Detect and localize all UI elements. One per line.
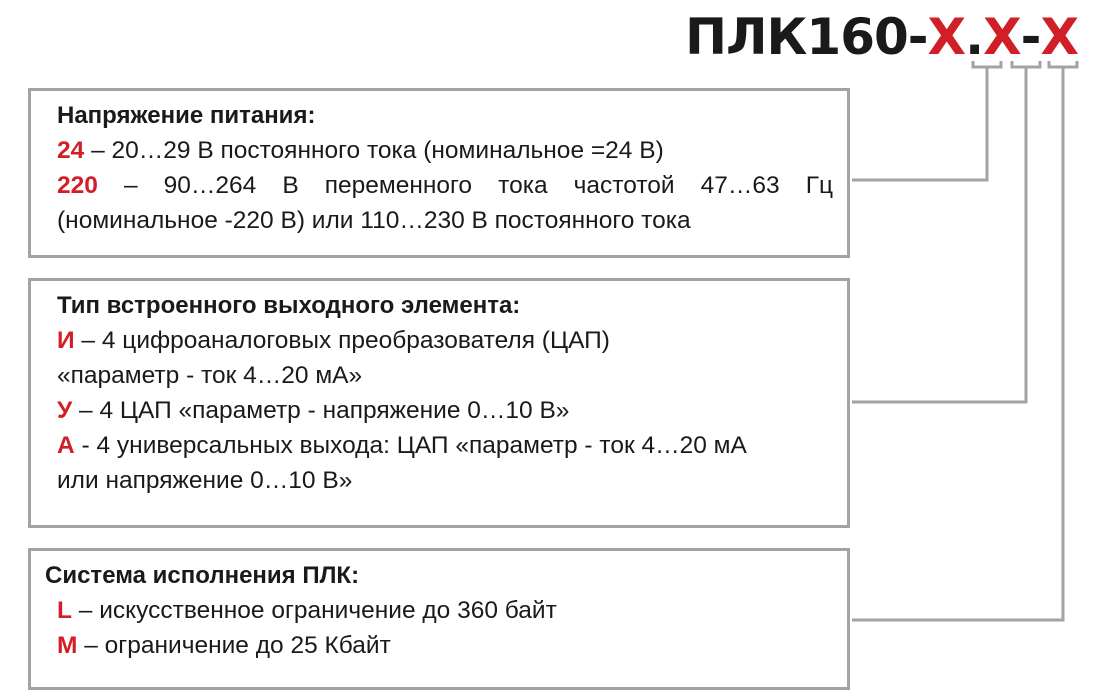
option-220-cont: (номинальное -220 В) или 110…230 В постоянного тока — [57, 207, 691, 234]
option-code: А — [57, 432, 75, 459]
model-x2: Х — [983, 8, 1021, 66]
system-version-heading: Система исполнения ПЛК: — [45, 562, 360, 589]
option-text: – 90…264 В переменного тока частотой 47…63 Гц — [97, 172, 833, 199]
model-code — [685, 8, 1078, 66]
option-text: – 20…29 В постоянного тока (номинальное =24 В) — [84, 137, 664, 164]
leader-system — [852, 67, 1063, 620]
option-code: 220 — [57, 172, 98, 199]
system-version-box — [28, 548, 850, 690]
option-24 — [57, 133, 833, 168]
option-code: L — [57, 597, 72, 624]
option-text: - 4 универсальных выхода: ЦАП «параметр - ток 4…20 мА — [74, 432, 747, 459]
option-a — [57, 428, 833, 463]
option-220 — [57, 168, 833, 203]
option-i — [57, 323, 833, 358]
leader-power — [852, 67, 987, 180]
option-code: У — [57, 397, 73, 424]
model-dot: . — [965, 8, 984, 66]
model-x1: Х — [927, 8, 966, 66]
option-text: – искусственное ограничение до 360 байт — [71, 597, 557, 624]
option-text: – 4 ЦАП «параметр - напряжение 0…10 В» — [72, 397, 570, 424]
option-m — [45, 628, 833, 663]
output-type-box — [28, 278, 850, 528]
power-supply-heading: Напряжение питания: — [57, 102, 316, 129]
option-i-cont: «параметр - ток 4…20 мА» — [57, 362, 363, 389]
option-code: И — [57, 327, 75, 354]
option-a-cont: или напряжение 0…10 В» — [57, 467, 353, 494]
option-code: M — [57, 632, 78, 659]
option-text: – ограничение до 25 Кбайт — [77, 632, 391, 659]
option-u — [57, 393, 833, 428]
model-x3: Х — [1040, 8, 1078, 66]
model-prefix: ПЛК160- — [685, 8, 928, 66]
leader-output — [852, 67, 1026, 402]
option-code: 24 — [57, 137, 85, 164]
model-dash: - — [1020, 8, 1041, 66]
output-type-heading: Тип встроенного выходного элемента: — [57, 292, 521, 319]
option-l — [45, 593, 833, 628]
power-supply-box — [28, 88, 850, 258]
option-text: – 4 цифроаналоговых преобразователя (ЦАП) — [74, 327, 610, 354]
